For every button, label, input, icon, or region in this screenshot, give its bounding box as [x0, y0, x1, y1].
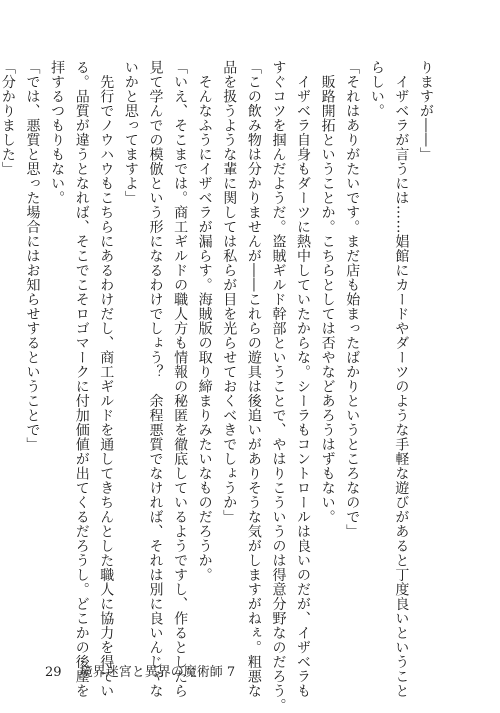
text-line: 「いえ、そこまでは。商工ギルドの職人方も情報の秘匿を徹底しているようですし、作るとしたら: [172, 60, 189, 698]
text-line: イザベラが言うには……娼館にカードやダーツのような手軽な遊びがあると丁度良いということ: [393, 60, 410, 698]
text-line: 「分かりました」: [0, 60, 16, 176]
text-line: イザベラ自身もダーツに熱中していたからな。シーラもコントロールは良いのだが、イザベラも: [295, 60, 312, 698]
text-line: 品を扱うような輩に関しては私らが目を光らせておくべきでしょうか」: [221, 60, 238, 524]
text-line: 販路開拓ということか。こちらとしては否やなどあろうはずもない。: [319, 60, 336, 524]
text-line: りますが――」: [418, 60, 434, 162]
text-line: すぐコツを掴んだようだ。盗賊ギルド幹部ということで、やはりこういうのは得意分野なのだろう。: [270, 60, 287, 713]
text-line: そんなふうにイザベラが漏らす。海賊版の取り締まりみたいなものだろうか。: [196, 60, 213, 582]
text-line: らしい。: [368, 60, 385, 118]
text-line: 「この飲み物は分かりませんが――これらの遊具は後追いがありそうな気がしますがねぇ。粗悪な: [245, 60, 262, 698]
text-line: 先行でノウハウもこちらにあるわけだし、商工ギルドを通してきちんとした職人に協力を得てい: [98, 60, 115, 698]
text-line: る。品質が違うとなれば、そこでこそロゴマークに付加価値が出てくるだろうし。どこかの後塵を: [73, 60, 90, 698]
page-footer: [45, 661, 235, 680]
book-title: 境界迷宮と異界の魔術師 7: [79, 665, 236, 680]
text-line: 「それはありがたいです。まだ店も始まったばかりというところなので」: [344, 60, 361, 539]
text-line: 見て学んでの模倣という形になるわけでしょう？ 余程悪質でなければ、それは別に良いんじゃな: [147, 60, 164, 698]
text-line: 拝するつもりもない。: [49, 60, 66, 205]
text-line: いかと思ってますよ」: [122, 60, 139, 205]
text-line: 「では、悪質と思った場合にはお知らせするということで」: [24, 60, 41, 452]
page-number: 29: [45, 665, 62, 680]
